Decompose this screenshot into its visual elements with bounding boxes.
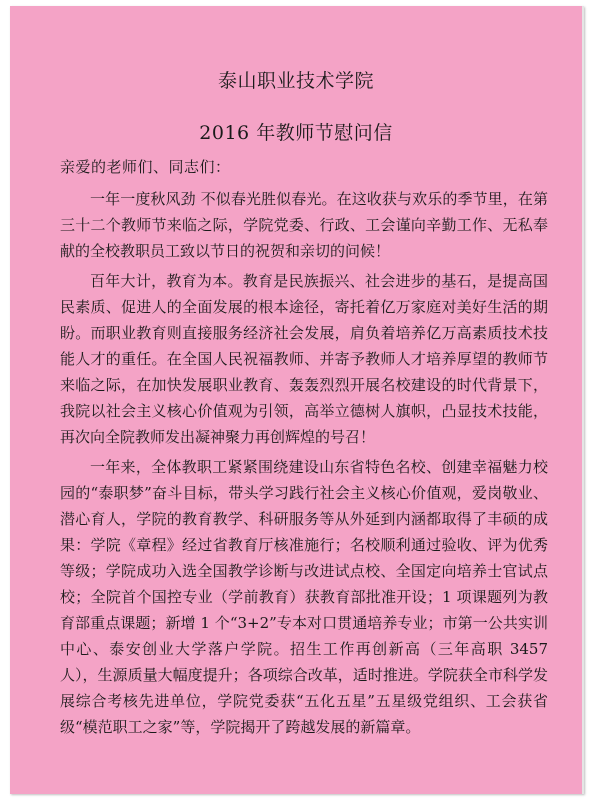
letter-paper [10, 6, 584, 794]
letter-title: 2016 年教师节慰问信 [199, 122, 393, 144]
scan-margin [584, 0, 600, 800]
letter-body [60, 186, 548, 744]
school-name-title: 泰山职业技术学院 [217, 70, 374, 92]
paragraph-2: 百年大计，教育为本。教育是民族振兴、社会进步的基石，是提高国民素质、促进人的全面发展的根本途径，寄托着亿万家庭对美好生活的期盼。而职业教育则直接服务经济社会发展，肩负着培养亿万高素质技术技能人才的重任。在全国人民祝福教师、并寄予教师人才培养厚望的教师节来临之际，在加快发展职业教育、轰轰烈烈开展名校建设的时代背景下，我院以社会主义核心价值观为引领，高举立德树人旗帜，凸显技术技能，再次向全院教师发出凝神聚力再创辉煌的号召！ [60, 272, 548, 446]
greeting-line: 亲爱的老师们、同志们： [60, 158, 231, 176]
paragraph-1: 一年一度秋风劲 不似春光胜似春光。在这收获与欢乐的季节里，在第三十二个教师节来临之际，学院党委、行政、工会谨向辛勤工作、无私奉献的全校教职员工致以节日的祝贺和亲切的问候！ [60, 190, 548, 260]
paragraph-3: 一年来，全体教职工紧紧围绕建设山东省特色名校、创建幸福魅力校园的“泰职梦”奋斗目标，带头学习践行社会主义核心价值观，爱岗敬业、潜心育人，学院的教育教学、科研服务等从外延到内涵都取得了丰硕的成果：学院《章程》经过省教育厅核准施行；名校顺利通过验收、评为优秀等级；学院成功入选全国教学诊断与改进试点校、全国定向培养士官试点校；全院首个国控专业（学前教育）获教育部批准开设；1 项课题列为教育部重点课题；新增 1 个“3+2”专本对口贯通培养专业；市第一公共实训中心、泰安创业大学落户学院。招生工作再创新高（三年高职 3457 人），生源质量大幅度提升；各项综合改革，适时推进。学院获全市科学发展综合考核先进单位，学院党委获“五化五星”五星级党组织、工会获省级“模范职工之家”等，学院揭开了跨越发展的新篇章。 [60, 458, 548, 736]
